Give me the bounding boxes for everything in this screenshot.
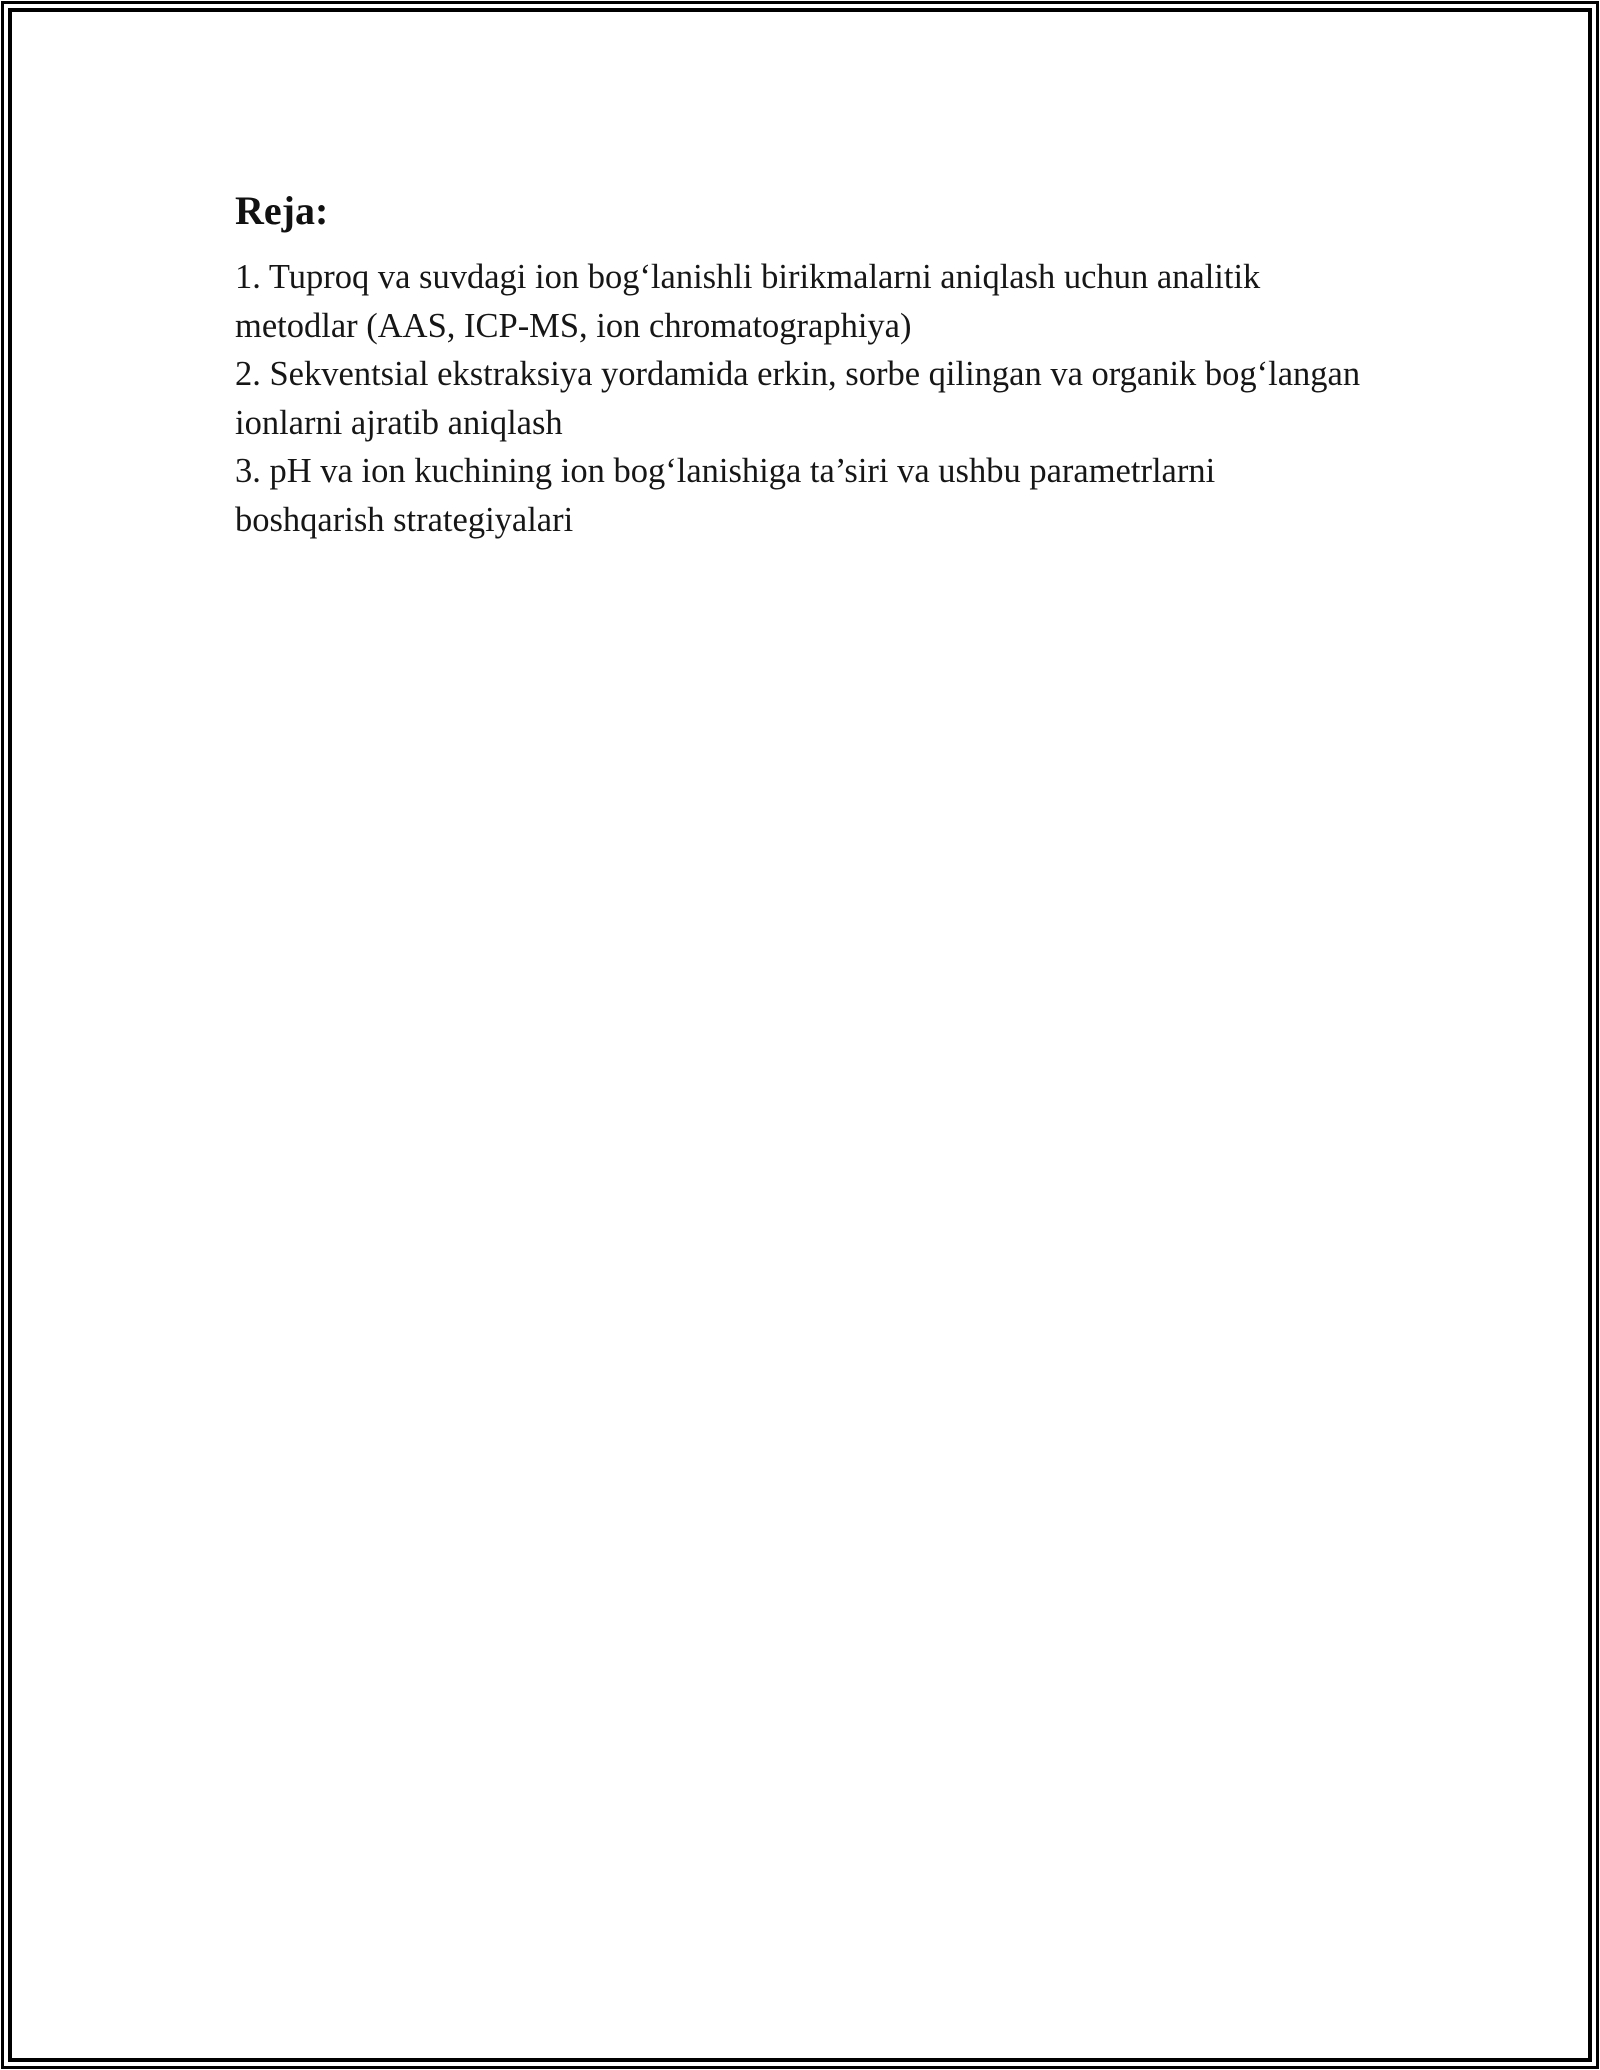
plan-heading: Reja: — [235, 188, 329, 233]
page-content — [235, 183, 1365, 544]
plan-item-1: 1. Tuproq va suvdagi ion bog‘lanishli birikmalarni aniqlash uchun analitik metodlar (AAS, ICP-MS, ion chromatographiya) — [235, 258, 1261, 345]
plan-item-2: 2. Sekventsial ekstraksiya yordamida erkin, sorbe qilingan va organik bog‘langan ionlarni ajratib aniqlash — [235, 355, 1361, 442]
plan-item-3: 3. pH va ion kuchining ion bog‘lanishiga ta’siri va ushbu parametrlarni boshqarish strategiyalari — [235, 452, 1216, 539]
plan-list — [235, 253, 1365, 544]
